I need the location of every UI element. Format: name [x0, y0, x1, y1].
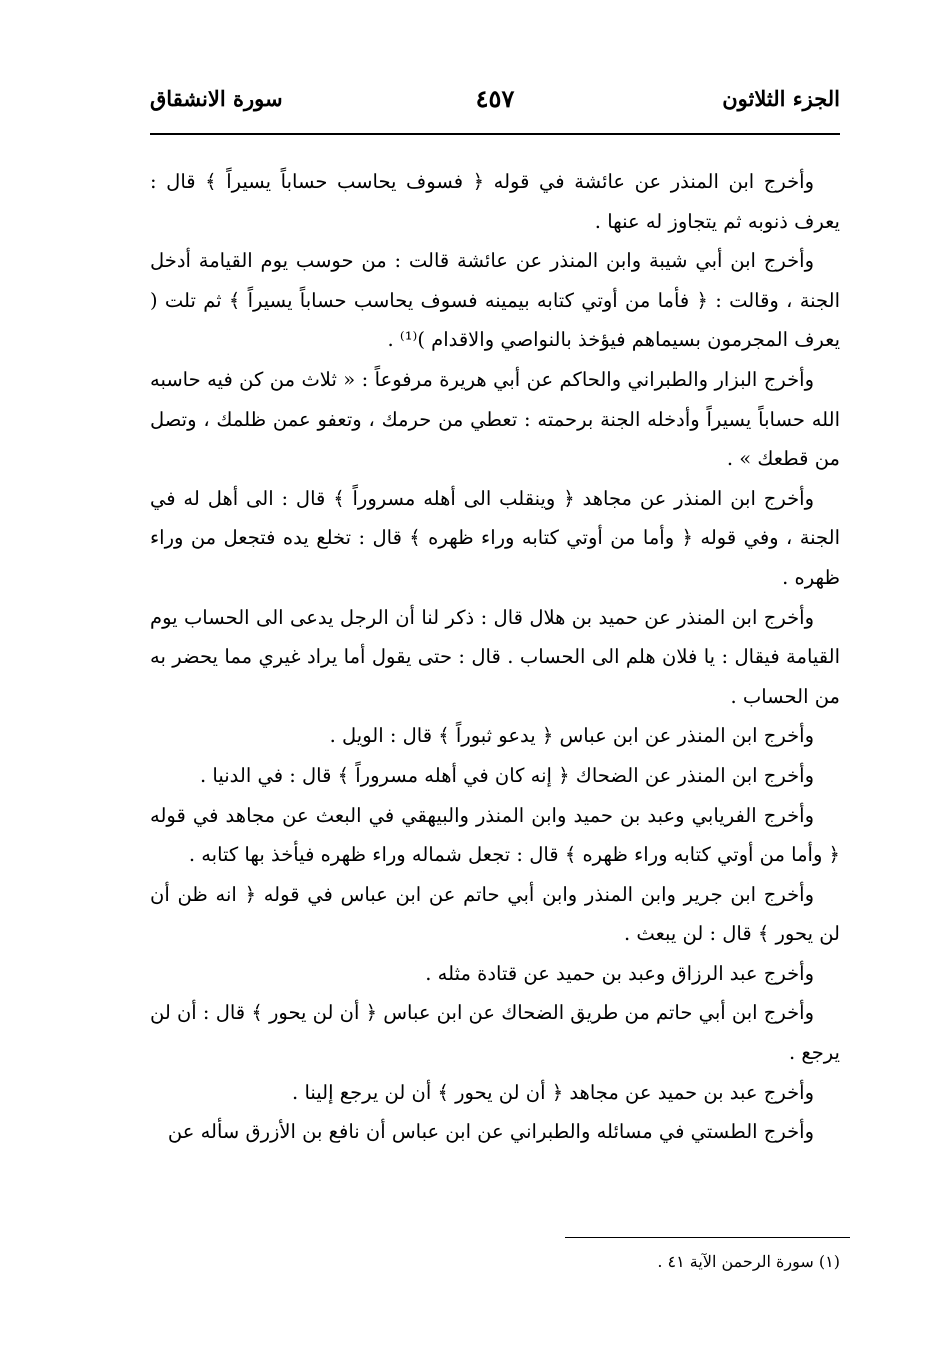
page-number: ٤٥٧: [475, 84, 515, 113]
paragraph: وأخرج ابن أبي حاتم من طريق الضحاك عن ابن عباس ﴿ أن لن يحور ﴾ قال : أن لن يرجع .: [150, 1001, 840, 1065]
surah-title: سورة الانشقاق: [150, 86, 283, 111]
paragraph: وأخرج ابن المنذر عن الضحاك ﴿ إنه كان في أهله مسروراً ﴾ قال : في الدنيا .: [200, 763, 814, 787]
header-rule: [150, 133, 840, 135]
paragraph: وأخرج عبد الرزاق وعبد بن حميد عن قتادة مثله .: [425, 961, 814, 985]
paragraph: وأخرج ابن المنذر عن حميد بن هلال قال : ذكر لنا أن الرجل يدعى الى الحساب يوم القيامة فيقال : يا فلان هلم الى الحساب . قال : حتى يقول أما يراد غيري مما يحضر به من الحساب .: [150, 605, 840, 708]
part-title: الجزء الثلاثون: [722, 86, 840, 111]
paragraph: وأخرج البزار والطبراني والحاكم عن أبي هريرة مرفوعاً : « ثلاث من كن فيه حاسبه الله حساباً يسيراً وأدخله الجنة برحمته : تعطي من حرمك ، وتعفو عمن ظلمك ، وتصل من قطعك » .: [150, 367, 840, 471]
paragraph: وأخرج الفريابي وعبد بن حميد وابن المنذر والبيهقي في البعث عن مجاهد في قوله ﴿ وأما من أوتي كتابه وراء ظهره ﴾ قال : تجعل شماله وراء ظهره فيأخذ بها كتابه .: [150, 803, 840, 867]
paragraph: وأخرج ابن المنذر عن ابن عباس ﴿ يدعو ثبوراً ﴾ قال : الويل .: [329, 724, 814, 748]
paragraph: وأخرج عبد بن حميد عن مجاهد ﴿ أن لن يحور ﴾ أن لن يرجع إلينا .: [292, 1080, 814, 1104]
main-text: [150, 162, 840, 1152]
paragraph: وأخرج ابن المنذر عن مجاهد ﴿ وينقلب الى أهله مسروراً ﴾ قال : الى أهل له في الجنة ، وفي قوله ﴿ وأما من أوتي كتابه وراء ظهره ﴾ قال : تخلع يده فتجعل من وراء ظهره .: [150, 486, 840, 589]
footnote-rule: [565, 1237, 850, 1238]
paragraph: وأخرج ابن أبي شيبة وابن المنذر عن عائشة قالت : من حوسب يوم القيامة أدخل الجنة ، وقالت : ﴿ فأما من أوتي كتابه بيمينه فسوف يحاسب حساباً يسيراً ﴾ ثم تلت ( يعرف المجرمون بسيماهم فيؤخذ بالنواصي والاقدام )⁽¹⁾ .: [150, 249, 840, 352]
paragraph: وأخرج ابن جرير وابن المنذر وابن أبي حاتم عن ابن عباس في قوله ﴿ انه ظن أن لن يحور ﴾ قال : لن يبعث .: [150, 882, 840, 946]
footnote: (١) سورة الرحمن الآية ٤١ .: [657, 1252, 840, 1271]
paragraph: وأخرج الطستي في مسائله والطبراني عن ابن عباس أن نافع بن الأزرق سأله عن: [167, 1120, 814, 1144]
page-header: [150, 82, 840, 126]
paragraph: وأخرج ابن المنذر عن عائشة في قوله ﴿ فسوف يحاسب حساباً يسيراً ﴾ قال : يعرف ذنوبه ثم يتجاوز له عنها .: [150, 170, 840, 233]
